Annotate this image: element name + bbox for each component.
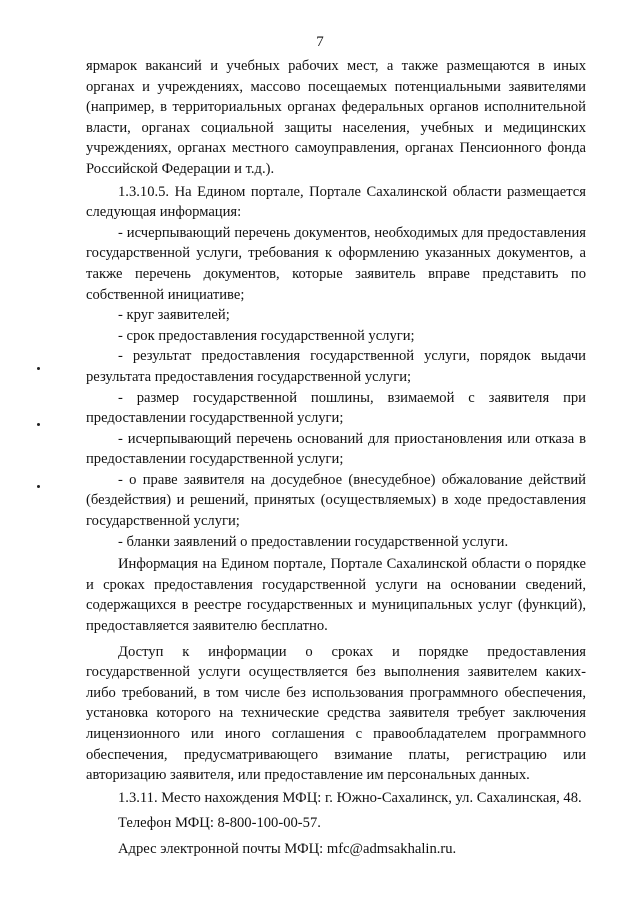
paragraph-section-1-3-11: 1.3.11. Место нахождения МФЦ: г. Южно-Сахалинск, ул. Сахалинская, 48. (118, 789, 582, 806)
scan-mark (37, 367, 40, 370)
paragraph-continuation: ярмарок вакансий и учебных рабочих мест, а также размещаются в иных органах и учреждениях, массово посещаемых потенциальными заявителями (например, в территориальных органах федеральных органов исполнительной власти, органах социальной защиты населения, учебных и медицинских учреждениях, органах местного самоуправления, органах Пенсионного фонда Российской Федерации и т.д.). (86, 58, 586, 177)
list-item-forms: - бланки заявлений о предоставлении государственной услуги. (118, 533, 509, 550)
document-body (86, 56, 586, 860)
scan-mark (37, 485, 40, 488)
list-item-fee: - размер государственной пошлины, взимаемой с заявителя при предоставлении государственной услуги; (86, 389, 586, 427)
scan-mark (37, 423, 40, 426)
page-number: 7 (316, 34, 324, 50)
list-item-appeal: - о праве заявителя на досудебное (внесудебное) обжалование действий (бездействия) и решений, принятых (осуществляемых) в ходе предоставления государственной услуги; (86, 471, 586, 530)
list-item-grounds: - исчерпывающий перечень оснований для приостановления или отказа в предоставлении государственной услуги; (86, 430, 586, 468)
list-item-term: - срок предоставления государственной услуги; (118, 327, 415, 344)
paragraph-access: Доступ к информации о сроках и порядке предоставления государственной услуги осуществляется без выполнения заявителем каких-либо требований, в том числе без использования программного обеспечения, установка которого на технические средства заявителя требует заключения лицензионного или иного соглашения с правообладателем программного обеспечения, предусматривающего взимание платы, регистрацию или авторизацию заявителя, или предоставление им персональных данных. (86, 643, 586, 784)
list-item-result: - результат предоставления государственной услуги, порядок выдачи результата предоставления государственной услуги; (86, 348, 586, 385)
list-item-applicants: - круг заявителей; (118, 307, 230, 324)
mfc-phone: Телефон МФЦ: 8-800-100-00-57. (118, 815, 321, 832)
paragraph-free-info: Информация на Едином портале, Портале Сахалинской области о порядке и сроках предоставления государственной услуги на основании сведений, содержащихся в реестре государственных и муниципальных услуг (функций), предоставляется заявителю бесплатно. (86, 556, 586, 635)
mfc-email: Адрес электронной почты МФЦ: mfc@admsakhalin.ru. (118, 840, 457, 857)
list-item-documents: - исчерпывающий перечень документов, необходимых для предоставления государственной услуги, требования к оформлению указанных документов, а также перечень документов, которые заявитель вправе представить по собственной инициативе; (86, 224, 586, 303)
paragraph-section-1-3-10-5: 1.3.10.5. На Едином портале, Портале Сахалинской области размещается следующая информация: (86, 183, 586, 221)
